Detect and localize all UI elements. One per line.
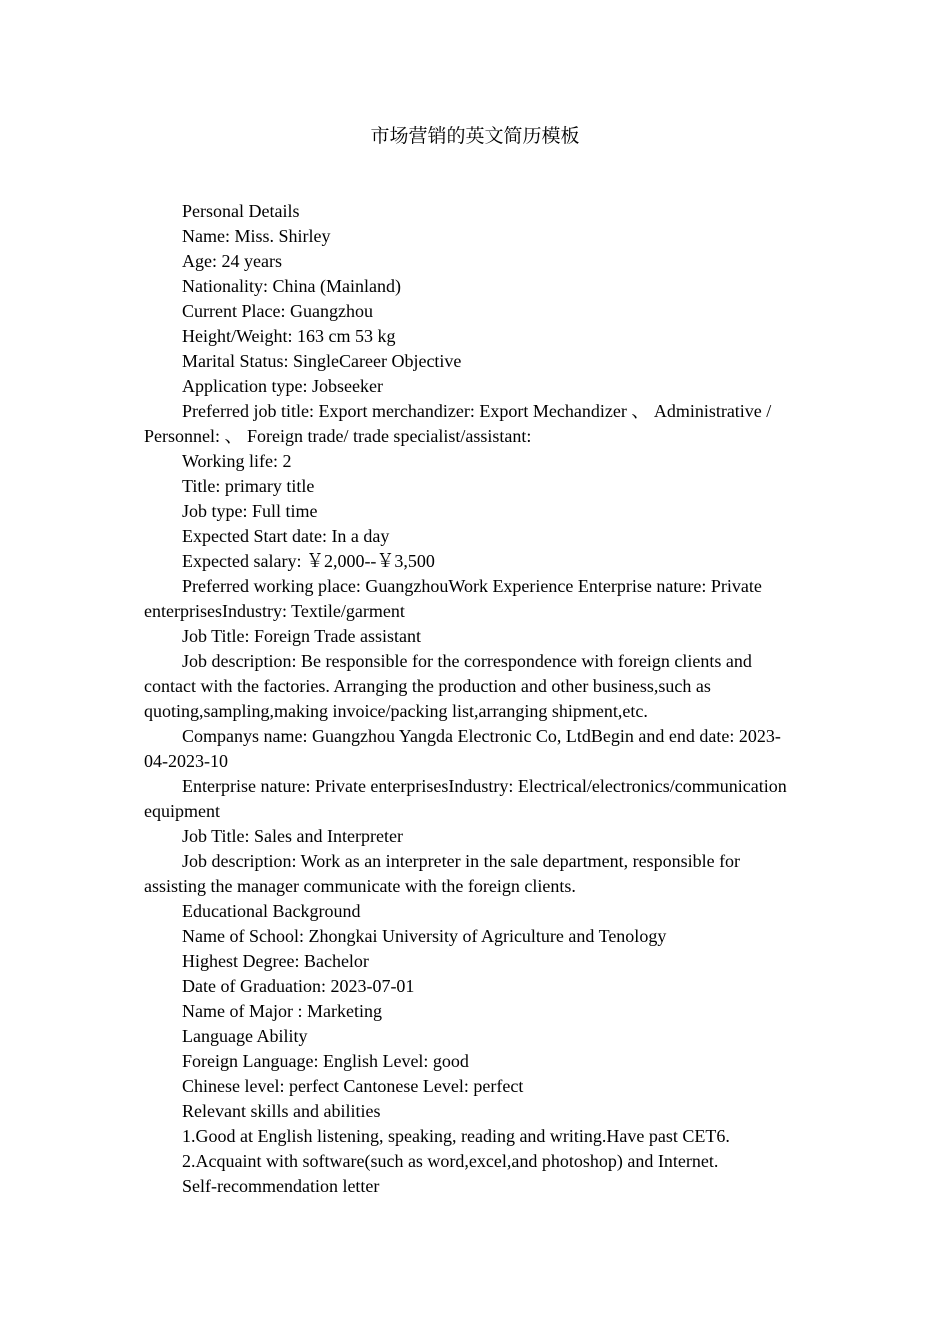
section-heading-education: Educational Background — [182, 901, 361, 921]
enterprise-nature-line: Enterprise nature: Private enterprisesIndustry: Electrical/electronics/communication equipment — [144, 776, 787, 821]
resume-body — [144, 199, 804, 1199]
skill-item: 2.Acquaint with software(such as word,excel,and photoshop) and Internet. — [182, 1151, 719, 1171]
name-line: Name: Miss. Shirley — [182, 226, 331, 246]
section-heading-personal-details: Personal Details — [182, 201, 300, 221]
company-name-line: Companys name: Guangzhou Yangda Electronic Co, LtdBegin and end date: 2023-04-2023-10 — [144, 726, 781, 771]
section-heading-self-recommendation: Self-recommendation letter — [182, 1176, 380, 1196]
preferred-working-place-line: Preferred working place: GuangzhouWork Experience Enterprise nature: Private enterprisesIndustry: Textile/garment — [144, 576, 762, 621]
preferred-job-title-line: Preferred job title: Export merchandizer: Export Mechandizer 、 Administrative / Personnel: 、 Foreign trade/ trade specialist/assistant: — [144, 401, 772, 446]
height-weight-line: Height/Weight: 163 cm 53 kg — [182, 326, 396, 346]
highest-degree-line: Highest Degree: Bachelor — [182, 951, 369, 971]
section-heading-language: Language Ability — [182, 1026, 308, 1046]
document-title: 市场营销的英文简历模板 — [370, 125, 580, 147]
marital-status-line: Marital Status: SingleCareer Objective — [182, 351, 462, 371]
graduation-date-line: Date of Graduation: 2023-07-01 — [182, 976, 415, 996]
expected-start-date-line: Expected Start date: In a day — [182, 526, 390, 546]
expected-salary-line: Expected salary: ￥2,000--￥3,500 — [182, 551, 435, 571]
school-name-line: Name of School: Zhongkai University of Agriculture and Tenology — [182, 926, 667, 946]
major-line: Name of Major : Marketing — [182, 1001, 382, 1021]
section-heading-skills: Relevant skills and abilities — [182, 1101, 381, 1121]
current-place-line: Current Place: Guangzhou — [182, 301, 373, 321]
title-line: Title: primary title — [182, 476, 315, 496]
job-title-line: Job Title: Sales and Interpreter — [182, 826, 403, 846]
job-title-line: Job Title: Foreign Trade assistant — [182, 626, 422, 646]
working-life-line: Working life: 2 — [182, 451, 292, 471]
application-type-line: Application type: Jobseeker — [182, 376, 383, 396]
chinese-level-line: Chinese level: perfect Cantonese Level: perfect — [182, 1076, 524, 1096]
job-description-line: Job description: Work as an interpreter in the sale department, responsible for assisting the manager communicate with the foreign clients. — [144, 851, 741, 896]
job-type-line: Job type: Full time — [182, 501, 318, 521]
nationality-line: Nationality: China (Mainland) — [182, 276, 401, 296]
age-line: Age: 24 years — [182, 251, 282, 271]
job-description-line: Job description: Be responsible for the correspondence with foreign clients and contact with the factories. Arranging the production and other business,such as quoting,sampling,making invoice/packing list,arranging shipment,etc. — [144, 651, 752, 721]
skill-item: 1.Good at English listening, speaking, reading and writing.Have past CET6. — [182, 1126, 730, 1146]
foreign-language-line: Foreign Language: English Level: good — [182, 1051, 469, 1071]
